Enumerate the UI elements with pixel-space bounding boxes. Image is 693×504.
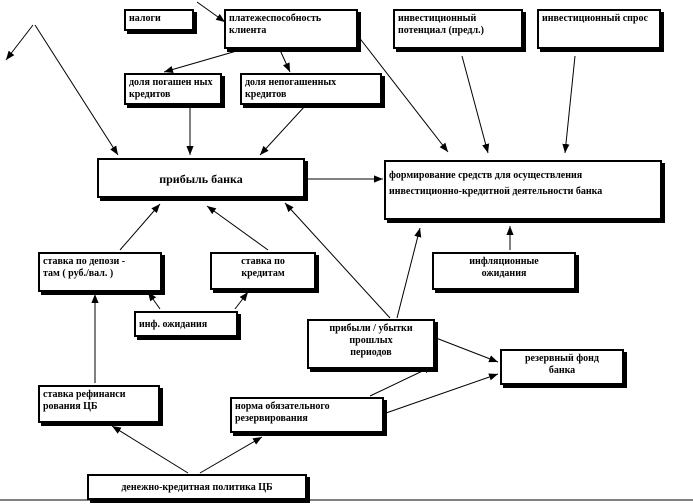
node-inflation-expectations: инфляционные ожидания (432, 252, 576, 290)
arrow-solvency-to-repaid (164, 50, 240, 72)
arrow-infsmall-to-credit (235, 292, 248, 309)
arrow-top-to-solvency (197, 2, 225, 22)
arrow-topleft-to-profit (35, 25, 118, 155)
arrow-policy-to-refin (112, 426, 188, 473)
arrow-unrepaid-to-profit (260, 106, 305, 155)
arrow-past-to-reserve (436, 338, 498, 362)
node-inflation-expectations-small: инф. ожидания (134, 311, 238, 337)
arrow-past-from-norm (370, 366, 433, 396)
node-taxes: налоги (124, 9, 194, 31)
node-client-solvency: платежеспособность клиента (224, 9, 358, 49)
arrow-topleft-up (6, 25, 33, 60)
arrow-policy-to-reserve-norm (200, 437, 262, 473)
node-bank-profit: прибыль банка (97, 158, 305, 198)
node-refinancing-rate: ставка рефинанси рования ЦБ (38, 385, 160, 423)
node-credit-rate: ставка по кредитам (210, 252, 316, 290)
node-share-unrepaid-credits: доля непогашенных кредитов (240, 73, 382, 105)
node-mandatory-reserve-norm: норма обязательного резервирования (230, 397, 384, 433)
node-share-repaid-credits: доля погашен ных кредитов (124, 73, 222, 105)
arrow-solvency-to-unrepaid (280, 50, 290, 72)
node-investment-funds-formation: формирование средств для осуществления инвестиционно-кредитной деятельности банка (384, 160, 662, 220)
arrow-past-to-funds (397, 228, 420, 318)
arrow-deposit-to-profit (120, 204, 160, 250)
arrow-credit-to-profit (207, 206, 268, 250)
arrow-infsmall-to-deposit (148, 292, 160, 309)
node-deposit-rate: ставка по депози - там ( руб./вал. ) (38, 252, 162, 292)
node-investment-potential: инвестиционный потенциал (предл.) (393, 9, 523, 49)
arrow-demand-to-funds (565, 56, 575, 153)
node-reserve-fund: резервный фонд банка (500, 349, 624, 385)
node-past-period-profit-loss: прибыли / убытки прошлых периодов (307, 319, 435, 369)
node-monetary-policy: денежно-кредитная политика ЦБ (87, 474, 307, 500)
arrow-potential-to-funds (462, 56, 488, 153)
node-investment-demand: инвестиционный спрос (537, 9, 661, 49)
